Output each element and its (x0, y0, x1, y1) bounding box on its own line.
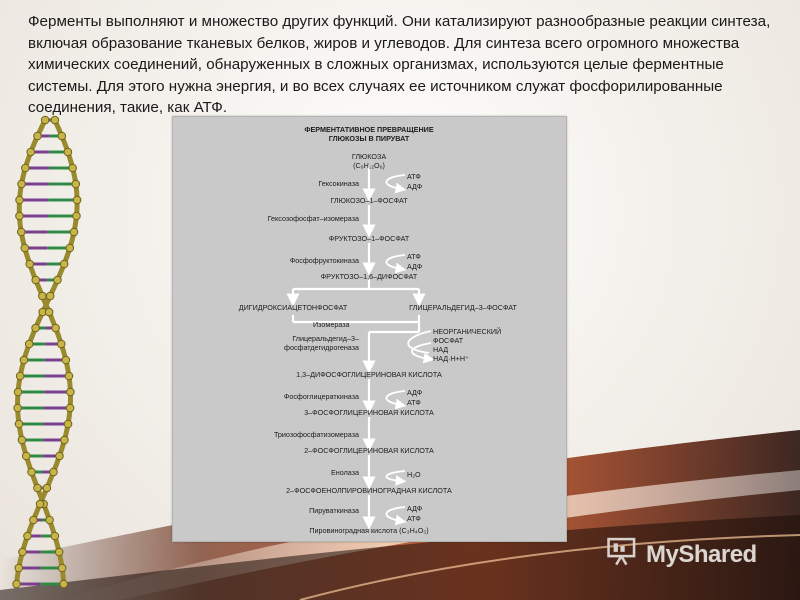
dna-node (28, 468, 36, 476)
dna-node (26, 260, 34, 268)
dna-node (32, 324, 40, 332)
hexokinase-input: АТФ (407, 172, 421, 181)
dna-node (55, 548, 63, 556)
dna-node (66, 404, 74, 412)
f16bp-label: ФРУКТОЗО–1,6–ДИФОСФАТ (320, 272, 418, 281)
dna-node (25, 340, 33, 348)
gapdh-output: НАД·Н+Н⁺ (433, 354, 469, 363)
intro-paragraph: Ферменты выполняют и множество других функций. Они катализируют разнообразные реакции синтеза, включая образование тканевых белков, жиров и углеводов. Для синтеза всего огромного множества химических соединений, обнаруженных в сложных организмах, используются целые ферментные системы. Для этого нужна энергия, и во всех случаях ее источником служат фосфорилированные соединения, такие, как АТФ. (28, 13, 771, 116)
dna-node (15, 420, 23, 428)
dna-node (20, 356, 28, 364)
dna-node (18, 436, 26, 444)
dhap-label: ДИГИДРОКСИАЦЕТОНФОСФАТ (238, 303, 348, 312)
dna-node (61, 436, 69, 444)
pep-label: 2–ФОСФОЕНОЛПИРОВИНОГРАДНАЯ КИСЛОТА (286, 486, 452, 495)
pgk-output: АТФ (407, 398, 421, 407)
dna-node (45, 308, 53, 316)
dna-node (56, 452, 64, 460)
dna-node (16, 212, 24, 220)
pyruvate-label: Пировиноградная кислота (C₃H₄O₃) (309, 526, 429, 535)
dna-node (51, 116, 59, 124)
dna-node (19, 548, 27, 556)
dna-node (32, 276, 40, 284)
enolase-output: H₂O (407, 470, 421, 479)
dna-node (54, 276, 62, 284)
glucose-formula: (C₆H₁₂O₆) (353, 161, 385, 170)
dna-node (30, 516, 38, 524)
dna-node (24, 532, 32, 540)
pk-label: Пируваткиназа (309, 506, 359, 515)
dna-node (51, 532, 59, 540)
dna-helix-image (0, 110, 110, 600)
watermark-text: MyShared (646, 541, 757, 568)
isomerase-label: Изомераза (313, 320, 350, 329)
diagram-title-line2: ГЛЮКОЗЫ В ПИРУВАТ (328, 134, 410, 143)
dna-node (50, 468, 58, 476)
pk-output: АТФ (407, 514, 421, 523)
pgk-label: Фосфоглицераткиназа (283, 392, 359, 401)
pfk-output: АДФ (407, 262, 423, 271)
dna-node (62, 356, 70, 364)
f1p-label: ФРУКТОЗО–1–ФОСФАТ (328, 234, 410, 243)
dna-node (72, 180, 80, 188)
dna-node (18, 180, 26, 188)
gapdh-input1: НЕОРГАНИЧЕСКИЙ (433, 327, 502, 336)
dna-node (46, 516, 54, 524)
dna-node (14, 404, 22, 412)
pfk-input: АТФ (407, 252, 421, 261)
dna-node (15, 564, 23, 572)
dna-node (17, 228, 25, 236)
dna-node (34, 132, 42, 140)
dna-node (64, 420, 72, 428)
tpi-label: Триозофосфатизомераза (273, 430, 359, 439)
glycolysis-diagram (172, 116, 567, 542)
bpg-label: 1,3–ДИФОСФОГЛИЦЕРИНОВАЯ КИСЛОТА (296, 370, 442, 379)
presentation-screen-icon (606, 534, 640, 568)
dna-node (60, 260, 68, 268)
dna-node (43, 484, 51, 492)
dna-node (34, 484, 42, 492)
dna-node (73, 196, 81, 204)
dna-node (41, 116, 49, 124)
dna-node (65, 372, 73, 380)
dna-node (39, 292, 47, 300)
gapdh-label-line1: Глицеральдегид–3– (292, 334, 359, 343)
pg2-label: 2–ФОСФОГЛИЦЕРИНОВАЯ КИСЛОТА (304, 446, 434, 455)
dna-node (67, 388, 75, 396)
dna-node (27, 148, 35, 156)
pgk-input: АДФ (407, 388, 423, 397)
dna-node (58, 564, 66, 572)
dna-node (13, 580, 21, 588)
gapdh-input2: ФОСФАТ (433, 336, 464, 345)
enolase-label: Енолаза (330, 468, 359, 477)
diagram-title-line1: ФЕРМЕНТАТИВНОЕ ПРЕВРАЩЕНИЕ (304, 125, 434, 134)
pfk-label: Фосфофруктокиназа (289, 256, 359, 265)
gapdh-label-line2: фосфатдегидрогеназа (284, 343, 359, 352)
dna-node (46, 292, 54, 300)
dna-node (70, 228, 78, 236)
hexokinase-output: АДФ (407, 182, 423, 191)
dna-node (36, 500, 44, 508)
dna-node (22, 452, 30, 460)
pk-input: АДФ (407, 504, 423, 513)
dna-node (16, 372, 24, 380)
dna-node (66, 244, 74, 252)
g1p-label: ГЛЮКОЗО–1–ФОСФАТ (330, 196, 408, 205)
dna-node (21, 244, 29, 252)
dna-node (69, 164, 77, 172)
pg3-label: 3–ФОСФОГЛИЦЕРИНОВАЯ КИСЛОТА (304, 408, 434, 417)
dna-node (22, 164, 30, 172)
hexokinase-label: Гексокиназа (318, 179, 359, 188)
dna-node (16, 196, 24, 204)
dna-node (73, 212, 81, 220)
dna-node (64, 148, 72, 156)
dna-node (60, 580, 68, 588)
dna-node (58, 132, 66, 140)
dna-node (14, 388, 22, 396)
hexose-isomerase-label: Гексозофосфат–изомераза (267, 214, 359, 223)
dna-node (57, 340, 65, 348)
g3p-label: ГЛИЦЕРАЛЬДЕГИД–3–ФОСФАТ (409, 303, 517, 312)
glucose-label: ГЛЮКОЗА (351, 152, 387, 161)
dna-node (52, 324, 60, 332)
gapdh-input3: НАД (433, 345, 449, 354)
